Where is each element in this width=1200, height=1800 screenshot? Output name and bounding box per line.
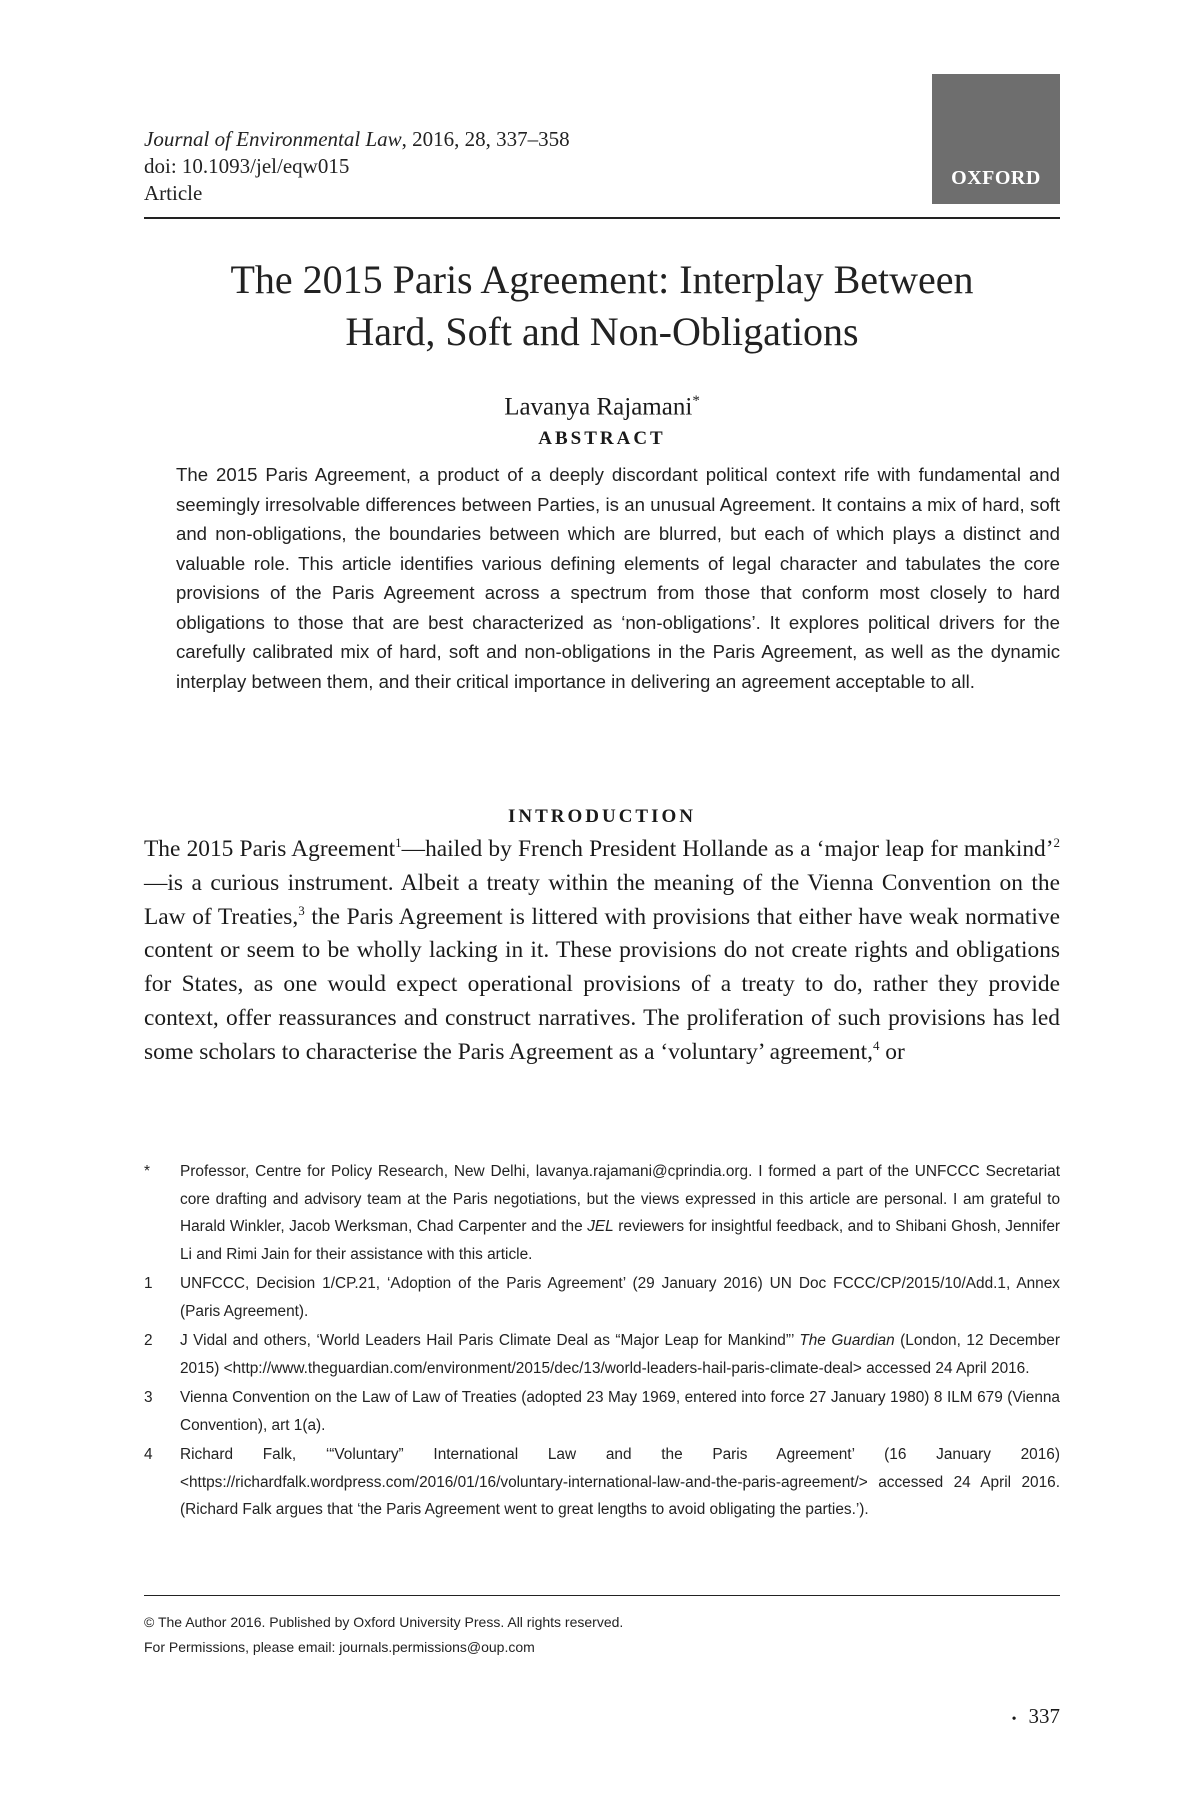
journal-name: Journal of Environmental Law <box>144 127 402 151</box>
footnote-italic: JEL <box>587 1218 614 1235</box>
footnote-author <box>144 1158 1060 1268</box>
abstract-text: The 2015 Paris Agreement, a product of a deeply discordant political context rife with fundamental and seemingly irresolvable differences between Parties, is an unusual Agreement. It contains a mix of hard, soft and non-obligations, the boundaries between which are blurred, but each of which plays a distinct and valuable role. This article identifies various defining elements of legal character and tabulates the core provisions of the Paris Agreement across a spectrum from those that conform most closely to hard obligations to those that are best characterized as ‘non-obligations’. It explores political drivers for the carefully calibrated mix of hard, soft and non-obligations in the Paris Agreement, as well as the dynamic interplay between them, and their critical importance in delivering an agreement acceptable to all. <box>176 464 1060 692</box>
footnote-1 <box>144 1270 1060 1325</box>
footnote-ref-1[interactable]: 1 <box>395 835 402 851</box>
title-line-1: The 2015 Paris Agreement: Interplay Between <box>230 257 974 302</box>
footnote-ref-2[interactable]: 2 <box>1053 835 1060 851</box>
footnote-4 <box>144 1441 1060 1524</box>
copyright-notice <box>144 1610 1060 1660</box>
footnote-ref-3[interactable]: 3 <box>298 902 305 918</box>
intro-text: the Paris Agreement is littered with provisions that either have weak normative content or seem to be wholly lacking in it. These provisions do not create rights and obligations for States, as one would expect operational provisions of a treaty to do, rather they provide context, offer reassurances and construct narratives. The proliferation of such provisions has led some scholars to characterise the Paris Agreement as a ‘voluntary’ agreement, <box>144 903 1061 1065</box>
footnote-2 <box>144 1327 1060 1382</box>
author-line <box>144 386 1060 422</box>
copyright-line: © The Author 2016. Published by Oxford University Press. All rights reserved. <box>144 1614 624 1630</box>
page-number-value: 337 <box>1028 1704 1060 1728</box>
footnote-text <box>180 1327 1060 1382</box>
introduction-heading: INTRODUCTION <box>507 806 697 827</box>
intro-text: —hailed by French President Hollande as a ‘major leap for mankind’ <box>401 836 1054 862</box>
article-type: Article <box>144 181 203 205</box>
footnote-italic: The Guardian <box>799 1332 895 1349</box>
journal-header <box>144 126 744 207</box>
intro-text: The 2015 Paris Agreement <box>144 836 396 862</box>
footnote-mark: 1 <box>144 1275 153 1292</box>
introduction-paragraph <box>144 833 1060 1070</box>
journal-details: , 2016, 28, 337–358 <box>401 127 570 151</box>
abstract-heading: ABSTRACT <box>538 428 666 449</box>
oxford-logo <box>932 74 1060 204</box>
author-name: Lavanya Rajamani <box>504 393 693 421</box>
footnote-mark: 4 <box>144 1446 153 1463</box>
footnote-text: Richard Falk, ‘“Voluntary” International Law and the Paris Agreement’ (16 January 2016) <https://richardfalk.wordpress.com/2016/01/16/voluntary-international-law-and-the-paris-agreement/> accessed 24 April 2016. (Richard Falk argues that ‘the Paris Agreement went to great lengths to avoid obligating the parties.’). <box>180 1446 1060 1518</box>
footnotes <box>144 1158 1060 1526</box>
footnote-mark: 2 <box>144 1332 153 1349</box>
article-title <box>144 254 1060 358</box>
author-footnote-mark[interactable]: * <box>692 393 700 409</box>
footnote-text: UNFCCC, Decision 1/CP.21, ‘Adoption of the Paris Agreement’ (29 January 2016) UN Doc FCCC/CP/2015/10/Add.1, Annex (Paris Agreement). <box>180 1275 1060 1320</box>
intro-text: —is a curious instrument. Albeit a treaty within the meaning of the Vienna Convention on the Law of Treaties, <box>144 869 1060 930</box>
permissions-line: For Permissions, please email: journals.permissions@oup.com <box>144 1639 535 1655</box>
intro-text: or <box>879 1038 905 1065</box>
footnote-text-part: J Vidal and others, ‘World Leaders Hail Paris Climate Deal as “Major Leap for Mankind”’ <box>180 1332 800 1349</box>
footnote-text: Vienna Convention on the Law of Law of Treaties (adopted 23 May 1969, entered into force 27 January 1980) 8 ILM 679 (Vienna Convention), art 1(a). <box>180 1389 1060 1434</box>
footnote-mark: * <box>144 1163 150 1180</box>
journal-citation <box>144 126 744 153</box>
title-line-2: Hard, Soft and Non-Obligations <box>345 309 859 354</box>
footnote-3 <box>144 1384 1060 1439</box>
page-number <box>968 1704 1060 1729</box>
footnote-text-part: (London, 12 December 2015) <http://www.theguardian.com/environment/2015/dec/13/world-leaders-hail-paris-climate-deal> accessed 24 April 2016. <box>180 1332 1060 1377</box>
footer-divider <box>144 1595 1060 1596</box>
footnote-text-part: Professor, Centre for Policy Research, New Delhi, lavanya.rajamani@cprindia.org. I formed a part of the UNFCCC Secretariat core drafting and advisory team at the Paris negotiations, but the views expressed in this article are personal. I am grateful to Harald Winkler, Jacob Werksman, Chad Carpenter and the <box>180 1163 1060 1235</box>
footnote-text <box>180 1158 1060 1268</box>
oxford-logo-text: OXFORD <box>951 167 1041 189</box>
header-divider <box>144 217 1060 219</box>
footnote-ref-4[interactable]: 4 <box>872 1037 880 1053</box>
footnote-text-part: reviewers for insightful feedback, and to Shibani Ghosh, Jennifer Li and Rimi Jain for their assistance with this article. <box>180 1218 1060 1263</box>
doi: doi: 10.1093/jel/eqw015 <box>144 154 350 178</box>
footnote-mark: 3 <box>144 1389 153 1406</box>
bullet-icon: • <box>1011 1712 1017 1727</box>
